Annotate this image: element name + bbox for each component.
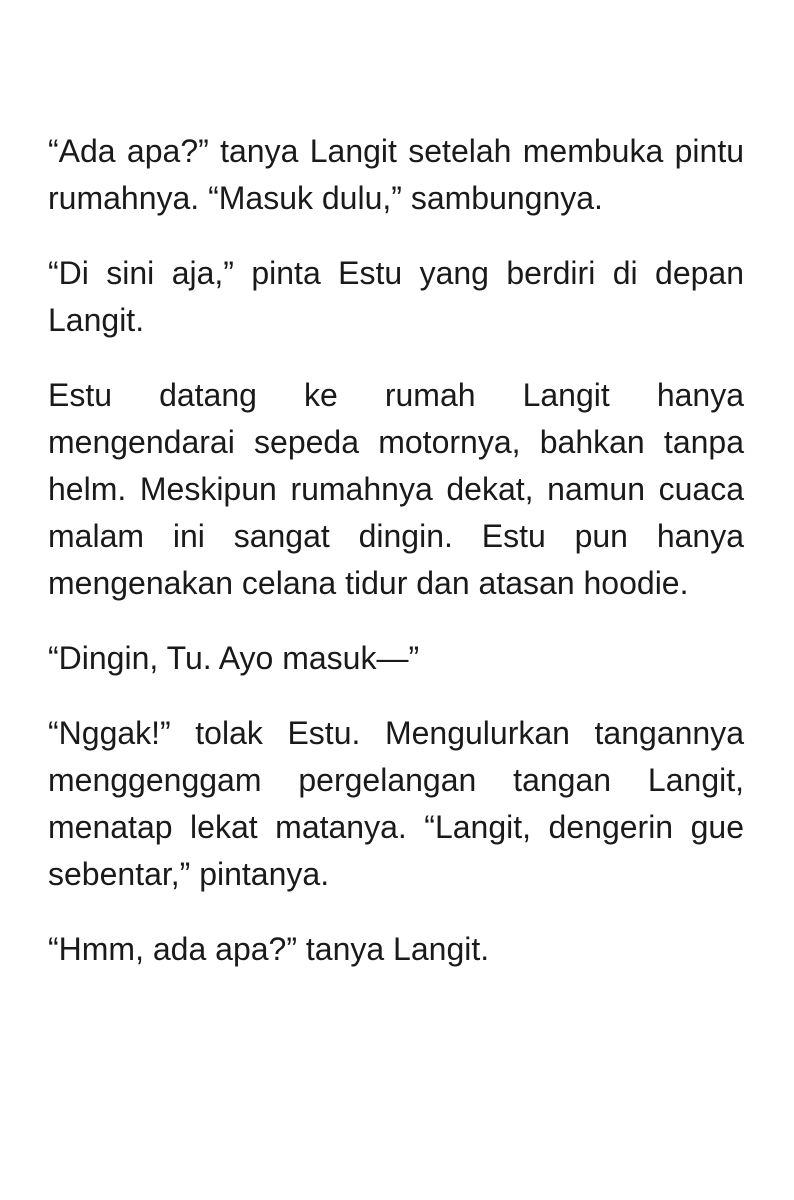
paragraph-4: “Dingin, Tu. Ayo masuk—”: [48, 640, 420, 676]
paragraph-2: “Di sini aja,” pinta Estu yang berdiri di depan Langit.: [48, 255, 744, 338]
paragraph-3: Estu datang ke rumah Langit hanya mengendarai sepeda motornya, bahkan tanpa helm. Meskipun rumahnya dekat, namun cuaca malam ini sangat dingin. Estu pun hanya mengenakan celana tidur dan atasan hoodie.: [48, 377, 744, 601]
paragraph-5: “Nggak!” tolak Estu. Mengulurkan tangannya menggenggam pergelangan tangan Langit, menatap lekat matanya. “Langit, dengerin gue sebentar,” pintanya.: [48, 715, 744, 892]
paragraph-6: “Hmm, ada apa?” tanya Langit.: [48, 931, 490, 967]
paragraph-1: “Ada apa?” tanya Langit setelah membuka pintu rumahnya. “Masuk dulu,” sambungnya.: [48, 133, 744, 216]
story-page: [48, 128, 744, 973]
